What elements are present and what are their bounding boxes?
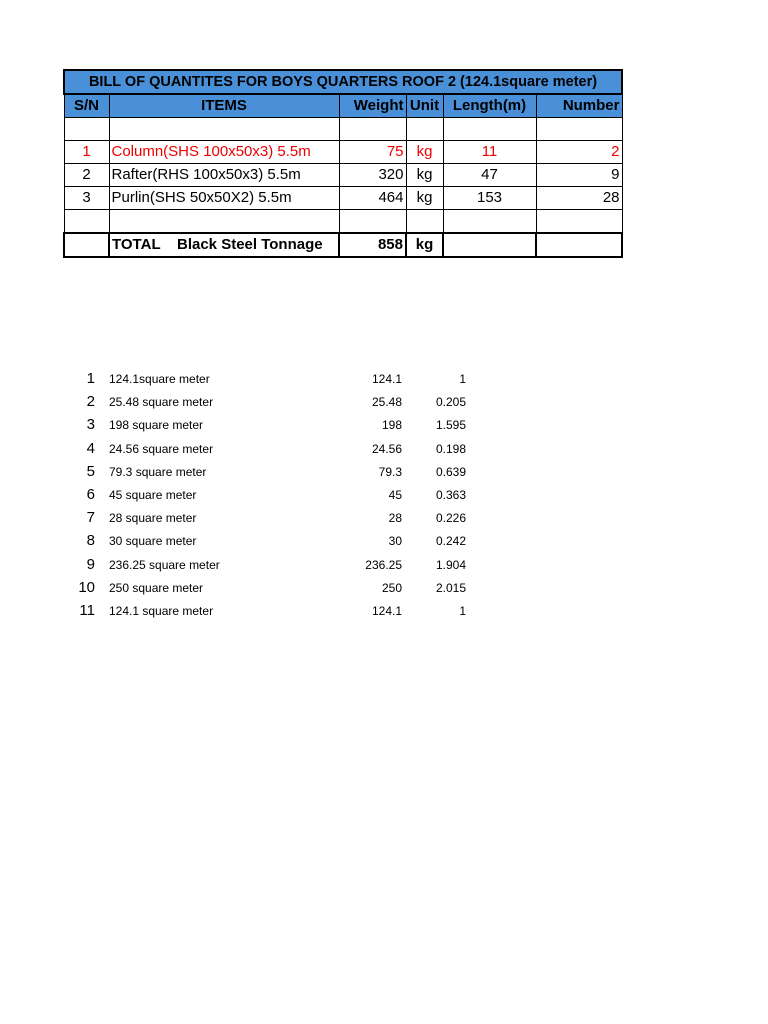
list-item xyxy=(63,483,466,506)
area-index: 9 xyxy=(86,555,95,573)
row-weight: 320 xyxy=(339,164,406,187)
area-ratio: 1 xyxy=(459,372,466,386)
list-item xyxy=(63,437,466,460)
area-value: 45 xyxy=(388,487,402,502)
table-row xyxy=(64,141,622,164)
area-index: 8 xyxy=(86,532,95,550)
area-ratio: 0.198 xyxy=(435,441,466,456)
area-value: 124.1 xyxy=(371,603,402,618)
area-ratio: 1.904 xyxy=(435,557,466,572)
header-length: Length(m) xyxy=(443,94,536,118)
area-description: 24.56 square meter xyxy=(109,441,214,456)
area-index: 2 xyxy=(86,393,95,411)
area-value: 236.25 xyxy=(365,557,402,572)
row-sn: 3 xyxy=(64,187,109,210)
area-value: 25.48 xyxy=(371,395,402,410)
area-value: 30 xyxy=(388,534,402,549)
list-item xyxy=(63,390,466,413)
row-length: 47 xyxy=(443,164,536,187)
area-description: 25.48 square meter xyxy=(109,395,214,410)
area-ratio: 0.226 xyxy=(435,511,466,526)
area-ratio: 0.242 xyxy=(435,534,466,549)
table-header-row xyxy=(64,94,622,118)
area-description: 236.25 square meter xyxy=(109,557,220,572)
area-ratio: 0.363 xyxy=(435,487,466,502)
table-title: BILL OF QUANTITES FOR BOYS QUARTERS ROOF 2 (124.1square meter) xyxy=(64,70,622,94)
area-ratio: 2.015 xyxy=(435,580,466,595)
header-weight: Weight xyxy=(339,94,406,118)
area-description: 124.1 square meter xyxy=(109,603,214,618)
area-index: 5 xyxy=(86,462,95,480)
area-value: 79.3 xyxy=(378,464,402,479)
row-unit: kg xyxy=(406,187,443,210)
empty-row xyxy=(64,118,622,141)
table-row xyxy=(64,164,622,187)
header-unit: Unit xyxy=(406,94,443,118)
list-item xyxy=(63,599,466,622)
area-index: 3 xyxy=(86,416,95,434)
row-number: 28 xyxy=(536,187,622,210)
area-description: 124.1square meter xyxy=(109,372,210,386)
bill-of-quantities-table xyxy=(63,69,623,258)
header-number: Number xyxy=(536,94,622,118)
list-item xyxy=(63,413,466,436)
area-ratio: 0.205 xyxy=(435,395,466,410)
row-item: Column(SHS 100x50x3) 5.5m xyxy=(109,141,339,164)
area-description: 79.3 square meter xyxy=(109,464,207,479)
row-number: 2 xyxy=(536,141,622,164)
area-index: 7 xyxy=(86,509,95,527)
area-index: 6 xyxy=(86,485,95,503)
total-unit: kg xyxy=(406,233,443,257)
list-item xyxy=(63,506,466,529)
total-weight: 858 xyxy=(339,233,406,257)
row-unit: kg xyxy=(406,164,443,187)
table-row xyxy=(64,187,622,210)
row-item: Rafter(RHS 100x50x3) 5.5m xyxy=(109,164,339,187)
area-description: 198 square meter xyxy=(109,418,204,433)
area-value: 28 xyxy=(388,511,402,526)
total-row xyxy=(64,233,622,257)
area-description: 28 square meter xyxy=(109,511,197,526)
area-index: 10 xyxy=(78,578,95,596)
table-title-row xyxy=(64,70,622,94)
list-item xyxy=(63,460,466,483)
area-ratio: 0.639 xyxy=(435,464,466,479)
list-item xyxy=(63,553,466,576)
header-sn: S/N xyxy=(64,94,109,118)
area-index: 1 xyxy=(86,370,95,387)
row-item: Purlin(SHS 50x50X2) 5.5m xyxy=(109,187,339,210)
area-value: 250 xyxy=(381,580,402,595)
list-item xyxy=(63,529,466,552)
area-ratio: 1 xyxy=(459,603,466,618)
area-ratio-list xyxy=(63,367,466,622)
total-label: TOTAL Black Steel Tonnage xyxy=(109,233,339,257)
empty-row xyxy=(64,210,622,234)
list-item xyxy=(63,367,466,390)
area-ratio: 1.595 xyxy=(435,418,466,433)
row-weight: 464 xyxy=(339,187,406,210)
row-sn: 1 xyxy=(64,141,109,164)
area-description: 250 square meter xyxy=(109,580,204,595)
list-item xyxy=(63,576,466,599)
row-length: 153 xyxy=(443,187,536,210)
area-index: 4 xyxy=(86,439,95,457)
area-value: 124.1 xyxy=(371,372,402,386)
area-value: 198 xyxy=(381,418,402,433)
row-unit: kg xyxy=(406,141,443,164)
row-number: 9 xyxy=(536,164,622,187)
row-sn: 2 xyxy=(64,164,109,187)
row-weight: 75 xyxy=(339,141,406,164)
header-items: ITEMS xyxy=(109,94,339,118)
row-length: 11 xyxy=(443,141,536,164)
area-value: 24.56 xyxy=(371,441,402,456)
area-index: 11 xyxy=(79,601,95,619)
area-description: 30 square meter xyxy=(109,534,197,549)
area-description: 45 square meter xyxy=(109,487,197,502)
